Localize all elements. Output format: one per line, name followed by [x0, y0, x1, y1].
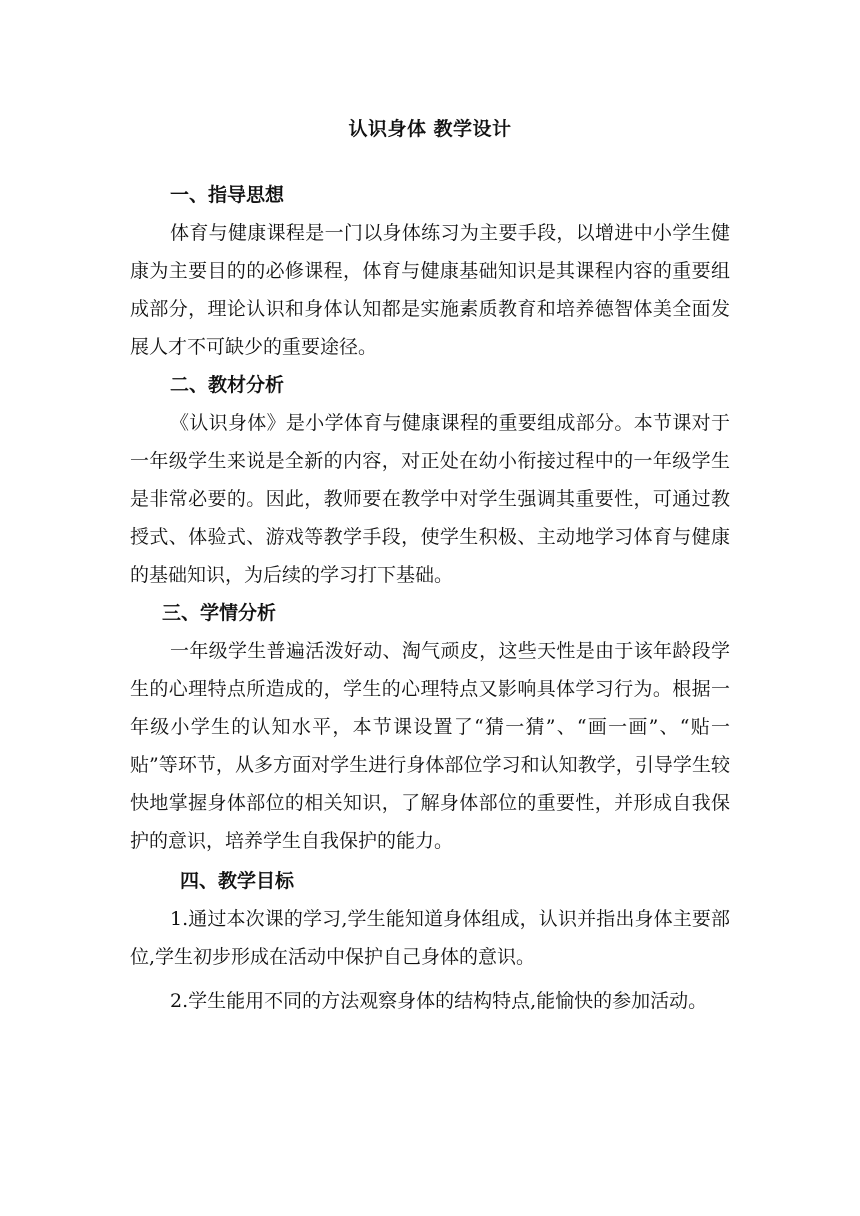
paragraph-objective-1: 1.通过本次课的学习,学生能知道身体组成，认识并指出身体主要部位,学生初步形成在活动中保护自己身体的意识。 — [130, 908, 730, 968]
section-heading-guiding-thought: 一、指导思想 — [170, 184, 285, 206]
paragraph-material-analysis: 《认识身体》是小学体育与健康课程的重要组成部分。本节课对于一年级学生来说是全新的内容，对正处在幼小衔接过程中的一年级学生是非常必要的。因此，教师要在教学中对学生强调其重要性，可通过教授式、体验式、游戏等教学手段，使学生积极、主动地学习体育与健康的基础知识，为后续的学习打下基础。 — [130, 412, 730, 586]
section-heading-student-analysis: 三、学情分析 — [162, 602, 277, 624]
paragraph-student-analysis: 一年级学生普遍活泼好动、淘气顽皮，这些天性是由于该年龄段学生的心理特点所造成的，学生的心理特点又影响具体学习行为。根据一年级小学生的认知水平，本节课设置了“猜一猜”、“画一画”、“贴一贴”等环节，从多方面对学生进行身体部位学习和认知教学，引导学生较快地掌握身体部位的相关知识，了解身体部位的重要性，并形成自我保护的意识，培养学生自我保护的能力。 — [130, 640, 730, 852]
section-heading-material-analysis: 二、教材分析 — [170, 374, 285, 396]
paragraph-guiding-thought: 体育与健康课程是一门以身体练习为主要手段，以增进中小学生健康为主要目的的必修课程，体育与健康基础知识是其课程内容的重要组成部分，理论认识和身体认知都是实施素质教育和培养德智体美全面发展人才不可缺少的重要途径。 — [130, 222, 730, 358]
section-heading-teaching-objectives: 四、教学目标 — [180, 870, 295, 892]
paragraph-objective-2: 2.学生能用不同的方法观察身体的结构特点,能愉快的参加活动。 — [170, 990, 708, 1012]
document-title: 认识身体 教学设计 — [348, 118, 512, 140]
document-body — [130, 176, 730, 1026]
